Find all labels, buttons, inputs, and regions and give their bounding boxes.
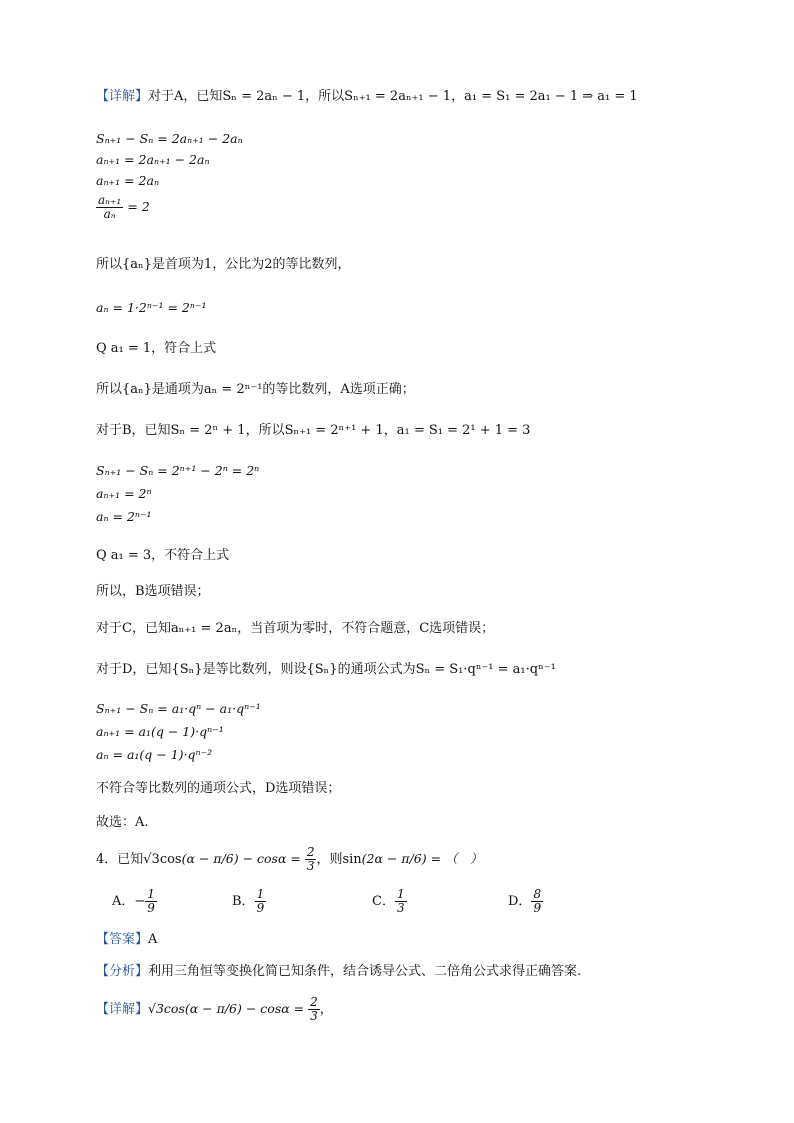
- detail-text: 对于A，已知Sₙ = 2aₙ − 1，所以Sₙ₊₁ = 2aₙ₊₁ − 1，a₁ = S₁ = 2a₁ − 1 ⇒ a₁ = 1: [148, 89, 638, 104]
- fraction: [96, 194, 123, 221]
- fraction-numerator: aₙ₊₁: [98, 193, 122, 207]
- option-den: 9: [147, 901, 155, 915]
- choice-line: 故选：A.: [96, 815, 149, 830]
- fraction-denominator: aₙ: [96, 207, 123, 221]
- option-c[interactable]: [372, 888, 407, 915]
- option-num: 8: [533, 887, 542, 901]
- analysis-line: [96, 963, 581, 981]
- derivation-a-1: Sₙ₊₁ − Sₙ = 2aₙ₊₁ − 2aₙ: [96, 131, 243, 146]
- line-a3: Q a₁ = 1，符合上式: [96, 341, 217, 356]
- line-d1: 对于D，已知{Sₙ}是等比数列，则设{Sₙ}的通项公式为Sₙ = S₁·qⁿ⁻¹ = a₁·qⁿ⁻¹: [96, 662, 556, 677]
- analysis-text: 利用三角恒等变换化简已知条件，结合诱导公式、二倍角公式求得正确答案.: [148, 964, 582, 979]
- line-a4: 所以{aₙ}是通项为aₙ = 2ⁿ⁻¹的等比数列，A选项正确；: [96, 382, 415, 397]
- option-label: D．: [508, 894, 532, 909]
- option-label: C．: [372, 894, 395, 909]
- option-den: 9: [533, 901, 542, 915]
- option-sign: −: [134, 894, 146, 909]
- option-fraction: [255, 888, 267, 915]
- question-stem-d: (2α − π/6) = （ ）: [361, 851, 483, 866]
- question-4-stem: [96, 846, 483, 873]
- detail-tail: ，: [319, 1002, 333, 1017]
- detail-fraction-num: 2: [310, 995, 318, 1009]
- option-fraction: [395, 888, 407, 915]
- question-fraction: [305, 846, 317, 873]
- option-num: 1: [147, 887, 155, 901]
- detail-tag: 【详解】: [96, 1002, 149, 1017]
- analysis-tag: 【分析】: [96, 964, 149, 979]
- detail-line-a: [96, 88, 638, 106]
- question-fraction-num: 2: [306, 845, 315, 859]
- fraction-rhs: = 2: [127, 199, 150, 214]
- derivation-d-2: aₙ₊₁ = a₁(q − 1)·qⁿ⁻¹: [96, 724, 224, 739]
- derivation-b-1: Sₙ₊₁ − Sₙ = 2ⁿ⁺¹ − 2ⁿ = 2ⁿ: [96, 463, 260, 478]
- derivation-b-3: aₙ = 2ⁿ⁻¹: [96, 509, 152, 524]
- option-den: 9: [256, 901, 265, 915]
- question-stem-b: (α − π/6) − cosα =: [181, 851, 305, 866]
- option-label: B．: [232, 894, 255, 909]
- line-b3: 所以，B选项错误；: [96, 584, 210, 599]
- line-b2: Q a₁ = 3，不符合上式: [96, 548, 230, 563]
- derivation-a-3: aₙ₊₁ = 2aₙ: [96, 173, 160, 188]
- detail-fraction-den: 3: [310, 1009, 318, 1023]
- option-fraction: [531, 888, 543, 915]
- option-a[interactable]: [112, 888, 157, 915]
- question-stem-c: ，则sin: [316, 852, 362, 867]
- detail-line-2: [96, 996, 333, 1023]
- derivation-a-2: aₙ₊₁ = 2aₙ₊₁ − 2aₙ: [96, 152, 210, 167]
- line-a2: aₙ = 1·2ⁿ⁻¹ = 2ⁿ⁻¹: [96, 300, 207, 315]
- derivation-d-1: Sₙ₊₁ − Sₙ = a₁·qⁿ − a₁·qⁿ⁻¹: [96, 701, 261, 716]
- line-d2: 不符合等比数列的通项公式，D选项错误；: [96, 781, 341, 796]
- fraction-line-a: [96, 194, 150, 221]
- detail-tag: 【详解】: [96, 89, 149, 104]
- line-b1: 对于B，已知Sₙ = 2ⁿ + 1，所以Sₙ₊₁ = 2ⁿ⁺¹ + 1，a₁ = S₁ = 2¹ + 1 = 3: [96, 423, 531, 438]
- option-num: 1: [396, 887, 405, 901]
- detail-fraction: [308, 996, 320, 1023]
- line-c: 对于C，已知aₙ₊₁ = 2aₙ，当首项为零时，不符合题意，C选项错误；: [96, 621, 495, 636]
- option-d[interactable]: [508, 888, 543, 915]
- answer-line: [96, 931, 157, 949]
- answer-text: A: [148, 932, 158, 947]
- option-fraction: [145, 888, 157, 915]
- option-num: 1: [256, 887, 265, 901]
- line-a1: 所以{aₙ}是首项为1，公比为2的等比数列，: [96, 257, 351, 272]
- answer-tag: 【答案】: [96, 932, 149, 947]
- derivation-b-2: aₙ₊₁ = 2ⁿ: [96, 486, 152, 501]
- derivation-d-3: aₙ = a₁(q − 1)·qⁿ⁻²: [96, 747, 213, 762]
- option-den: 3: [396, 901, 405, 915]
- option-label: A．: [112, 894, 135, 909]
- detail-expression: √3cos(α − π/6) − cosα =: [148, 1001, 309, 1016]
- option-b[interactable]: [232, 888, 266, 915]
- question-fraction-den: 3: [306, 859, 315, 873]
- question-stem-a: 4．已知√3cos: [96, 852, 182, 867]
